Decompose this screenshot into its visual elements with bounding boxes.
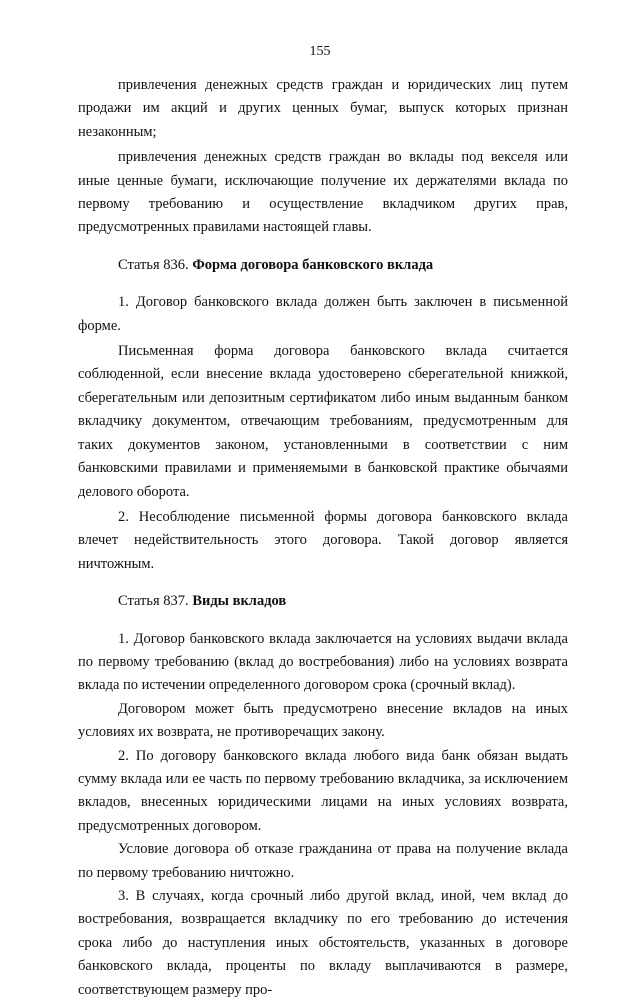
document-body xyxy=(78,60,568,1002)
paragraph: Письменная форма договора банковского вклада считается соблюденной, если внесение вклада удостоверено сберегательной книжкой, сберегательным или депозитным сертификатом либо иным выданным банком вкладчику документом, отвечающим требованиям, предусмотренным для таких документов законом, установленными в соответствии с ним банковскими правилами и применяемыми в банковской практике обычаями делового оборота. xyxy=(78,343,568,500)
paragraph: Договором может быть предусмотрено внесение вкладов на иных условиях их возврата, не противоречащих закону. xyxy=(78,700,568,741)
page-number: 155 xyxy=(309,44,331,59)
paragraph: Условие договора об отказе гражданина от права на получение вклада по первому требованию ничтожно. xyxy=(78,841,568,881)
article-number: Статья 837. xyxy=(118,593,189,610)
article-title: Форма договора банковского вклада xyxy=(192,256,434,273)
paragraph: 3. В случаях, когда срочный либо другой вклад, иной, чем вклад до востребования, возвращается вкладчику по его требованию до истечения срока либо до наступления иных обстоятельств, указанных в договоре банковского вклада, проценты по вкладу выплачиваются в размере, соответствующем размеру про- xyxy=(78,888,568,998)
article-heading xyxy=(78,254,568,277)
paragraph: 2. Несоблюдение письменной формы договора банковского вклада влечет недействительность этого договора. Такой договор является ничтожным. xyxy=(78,508,568,572)
paragraph: 2. По договору банковского вклада любого вида банк обязан выдать сумму вклада или ее часть по первому требованию вкладчика, за исключением вкладов, внесенных юридическими лицами на иных условиях возврата, предусмотренных договором. xyxy=(78,747,568,834)
paragraph: 1. Договор банковского вклада заключается на условиях выдачи вклада по первому требованию (вклад до востребования) либо на условиях возврата вклада по истечении определенного договором срока (срочный вклад). xyxy=(78,630,568,694)
paragraph: привлечения денежных средств граждан во вклады под векселя или иные ценные бумаги, исключающие получение их держателями вклада по первому требованию и осуществление вкладчиком других прав, предусмотренных правилами настоящей главы. xyxy=(78,149,568,236)
paragraph: 1. Договор банковского вклада должен быть заключен в письменной форме. xyxy=(78,294,568,334)
article-number: Статья 836. xyxy=(118,256,189,273)
article-title: Виды вкладов xyxy=(192,593,287,610)
paragraph: привлечения денежных средств граждан и юридических лиц путем продажи им акций и других ценных бумаг, выпуск которых признан незаконным; xyxy=(78,77,568,140)
article-heading xyxy=(78,590,568,613)
